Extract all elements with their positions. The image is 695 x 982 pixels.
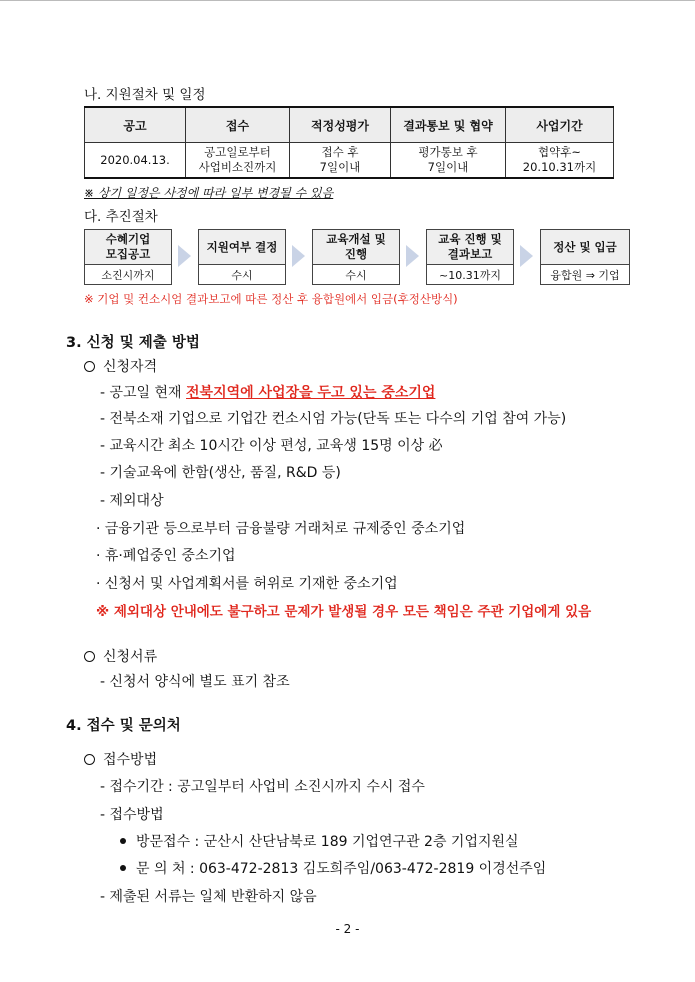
- cell-text: 20.10.31까지: [522, 160, 597, 174]
- no-return-note: - 제출된 서류는 일체 반환하지 않음: [100, 889, 317, 905]
- visit-text: 방문접수 : 군산시 산단남북로 189 기업연구관 2층 기업지원실: [136, 834, 519, 850]
- flow-arrow-icon: [178, 245, 191, 267]
- schedule-data-row: [85, 143, 614, 179]
- flow-title-line: 모집공고: [105, 247, 151, 261]
- flow-step-5: [540, 229, 630, 285]
- method-heading: [84, 749, 157, 769]
- flow-title-line: 교육개설 및: [326, 232, 386, 246]
- flow-step-sub: 소진시까지: [101, 268, 155, 282]
- flow-title-line: 정산 및 입금: [553, 239, 617, 254]
- flow-step-4: [426, 229, 514, 285]
- contact-text: 문 의 처 : 063-472-2813 김도희주임/063-472-2819 이경선주임: [136, 861, 547, 877]
- exclusion-3: · 신청서 및 사업계획서를 허위로 기재한 중소기업: [96, 576, 398, 592]
- exclusion-2: · 휴·폐업중인 중소기업: [96, 548, 236, 564]
- docs-line: - 신청서 양식에 별도 표기 참조: [100, 674, 290, 690]
- bullet-dot-icon: [120, 838, 126, 844]
- eligibility-line-4: - 기술교육에 한함(생산, 품질, R&D 등): [100, 465, 341, 481]
- table-cell: [290, 143, 391, 179]
- flow-step-sub: ~10.31까지: [439, 268, 501, 282]
- flow-step-title: [85, 230, 171, 265]
- eligibility-title: 신청자격: [103, 359, 158, 375]
- schedule-table: [84, 106, 614, 179]
- header-cell: 공고: [85, 107, 186, 143]
- section-3-title: 3. 신청 및 제출 방법: [66, 335, 200, 351]
- flow-step-title: [313, 230, 399, 265]
- contact-info: [120, 858, 546, 878]
- schedule-note: ※ 상기 일정은 사정에 따라 일부 변경될 수 있음: [84, 186, 334, 200]
- exclusion-1: · 금융기관 등으로부터 금융불량 거래처로 규제중인 중소기업: [96, 521, 466, 537]
- table-cell: [85, 143, 186, 179]
- flow-step-sub: 수시: [345, 268, 367, 282]
- flow-arrow-icon: [292, 245, 305, 267]
- table-cell: [506, 143, 614, 179]
- circle-bullet-icon: [84, 754, 95, 765]
- cell-text: 사업비소진까지: [198, 160, 277, 174]
- reception-method: - 접수방법: [100, 807, 164, 823]
- flow-arrow-icon: [406, 245, 419, 267]
- visit-reception: [120, 831, 519, 851]
- flow-step-3: [312, 229, 400, 285]
- cell-text: 7일이내: [319, 160, 361, 174]
- flow-step-sub: 융합원 ⇒ 기업: [550, 268, 620, 282]
- method-title: 접수방법: [103, 752, 158, 768]
- table-cell: [391, 143, 506, 179]
- cell-text: 공고일로부터: [204, 145, 271, 159]
- eligibility-line-2: - 전북소재 기업으로 기업간 컨소시엄 가능(단독 또는 다수의 기업 참여 가능): [100, 411, 567, 427]
- section-da-title: 다. 추진절차: [84, 209, 158, 225]
- exclusion-warning: ※ 제외대상 안내에도 불구하고 문제가 발생될 경우 모든 책임은 주관 기업에게 있음: [96, 604, 592, 620]
- eligibility-highlight: 전북지역에 사업장을 두고 있는 중소기업: [186, 385, 436, 401]
- table-cell: [186, 143, 290, 179]
- flow-note: ※ 기업 및 컨소시엄 결과보고에 따른 정산 후 융합원에서 입금(후정산방식): [84, 292, 458, 306]
- eligibility-line-5: - 제외대상: [100, 493, 164, 509]
- flow-title-line: 수혜기업: [105, 232, 151, 246]
- cell-text: 접수 후: [321, 145, 359, 159]
- cell-text: 협약후~: [538, 145, 581, 159]
- circle-bullet-icon: [84, 361, 95, 372]
- docs-heading: [84, 646, 157, 666]
- flow-step-title: [541, 230, 629, 265]
- eligibility-line-3: - 교육시간 최소 10시간 이상 편성, 교육생 15명 이상 必: [100, 438, 443, 454]
- eligibility-heading: [84, 356, 157, 376]
- page-number: - 2 -: [335, 922, 360, 936]
- flow-title-line: 진행: [344, 247, 368, 261]
- header-cell: 접수: [186, 107, 290, 143]
- flow-title-line: 교육 진행 및: [438, 232, 502, 246]
- flow-step-1: [84, 229, 172, 285]
- header-cell: 사업기간: [506, 107, 614, 143]
- flow-arrow-icon: [520, 245, 533, 267]
- eligibility-line-1: [100, 382, 435, 402]
- header-cell: 결과통보 및 협약: [391, 107, 506, 143]
- cell-text: 2020.04.13.: [100, 152, 170, 167]
- reception-period: - 접수기간 : 공고일부터 사업비 소진시까지 수시 접수: [100, 779, 425, 795]
- header-cell: 적정성평가: [290, 107, 391, 143]
- section-na-title: 나. 지원절차 및 일정: [84, 87, 206, 103]
- eligibility-prefix: - 공고일 현재: [100, 385, 187, 401]
- flow-title-line: 지원여부 결정: [206, 239, 278, 254]
- flow-step-2: [198, 229, 286, 285]
- circle-bullet-icon: [84, 651, 95, 662]
- section-4-title: 4. 접수 및 문의처: [66, 718, 181, 734]
- flow-step-sub: 수시: [231, 268, 253, 282]
- flow-title-line: 결과보고: [447, 247, 493, 261]
- flow-step-title: [427, 230, 513, 265]
- cell-text: 평가통보 후: [418, 145, 478, 159]
- flow-step-title: [199, 230, 285, 265]
- docs-title: 신청서류: [103, 649, 158, 665]
- top-rule: [0, 0, 695, 1]
- schedule-header-row: [85, 107, 614, 143]
- cell-text: 7일이내: [427, 160, 469, 174]
- bullet-dot-icon: [120, 865, 126, 871]
